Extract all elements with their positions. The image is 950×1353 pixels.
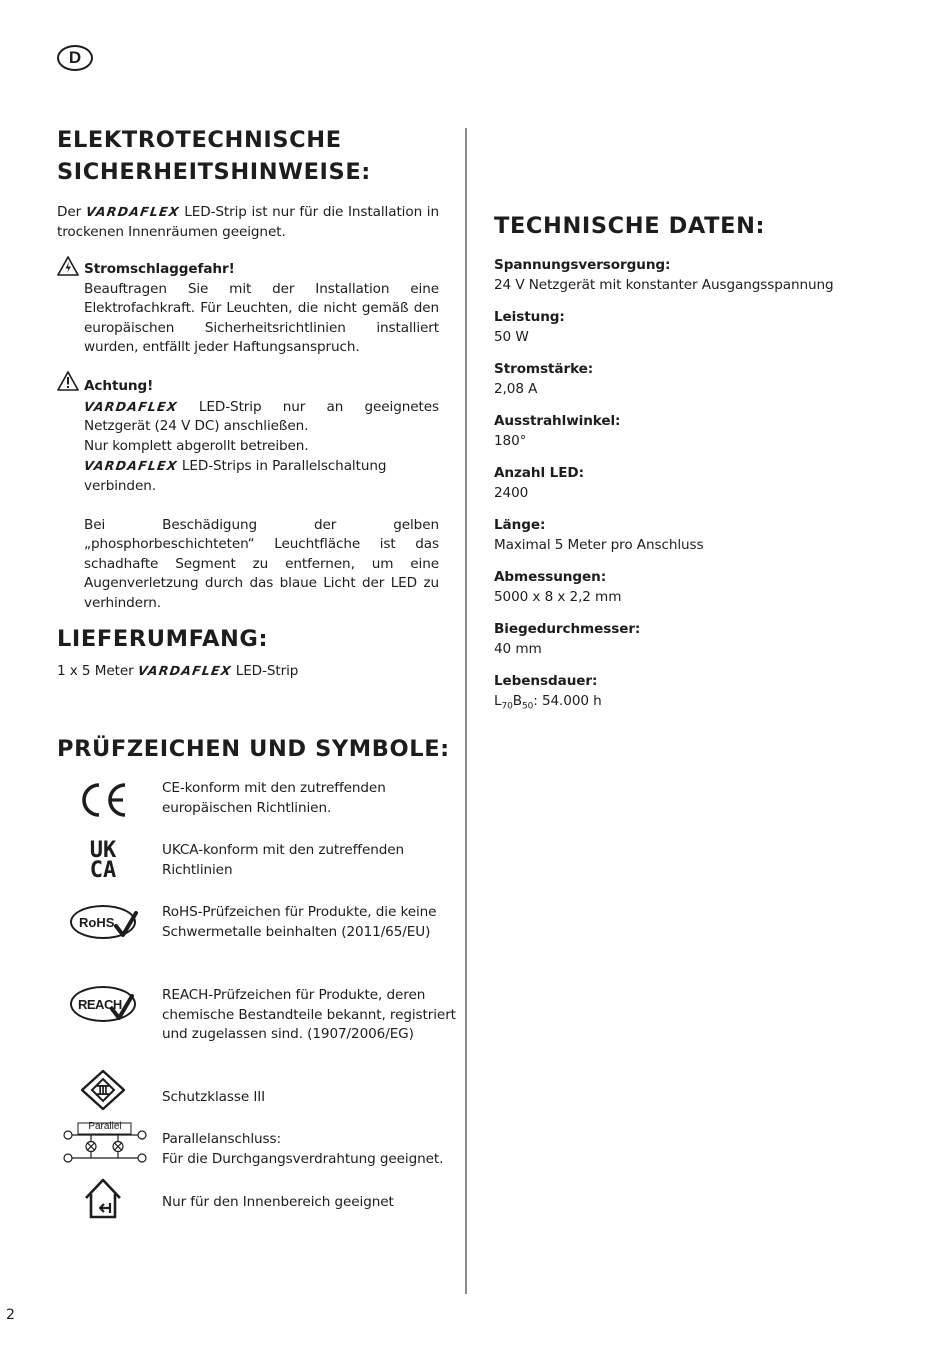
scope-title: LIEFERUMFANG: <box>57 626 269 652</box>
rohs-mark-icon <box>57 905 149 939</box>
spec-dimensions <box>494 568 914 607</box>
safety-title-line1: ELEKTROTECHNISCHE <box>57 127 342 153</box>
language-badge: D <box>57 45 93 71</box>
shock-warning-text: Beauftragen Sie mit der Installation eine Elektrofachkraft. Für Leuchten, die nicht gemäß den europäischen Sicherheitsrichtlinien installiert wurden, entfällt jeder Haftungsanspruch. <box>84 280 439 355</box>
spec-lifetime <box>494 672 914 717</box>
attention-block <box>84 377 439 613</box>
attention-line2: Nur komplett abgerollt betreiben. <box>84 437 309 454</box>
spec-value: 5000 x 8 x 2,2 mm <box>494 588 622 605</box>
safety-section <box>57 124 439 188</box>
intro-post-text: LED-Strip ist nur für die Installation in trockenen Innenräumen geeignet. <box>57 204 440 240</box>
lifetime-B: B <box>512 692 522 709</box>
ukca-line2: CA <box>89 858 117 883</box>
intro-pre-text: Der <box>57 204 82 220</box>
shock-warning-title: Stromschlaggefahr! <box>84 261 235 277</box>
shock-warning-block <box>84 260 439 358</box>
warning-triangle-icon <box>57 371 79 395</box>
spec-value: 24 V Netzgerät mit konstanter Ausgangsspannung <box>494 276 834 293</box>
spec-value <box>494 692 914 717</box>
lifetime-L-sub: 70 <box>501 701 513 712</box>
safety-title-line2: SICHERHEITSHINWEISE: <box>57 159 371 185</box>
lifetime-B-sub: 50 <box>521 701 534 712</box>
spec-label: Anzahl LED: <box>494 465 584 481</box>
spec-value: 2400 <box>494 484 529 501</box>
spec-bend-diameter <box>494 620 914 659</box>
spec-label: Stromstärke: <box>494 361 594 377</box>
spec-value: 50 W <box>494 328 529 345</box>
indoor-use-icon <box>57 1177 149 1219</box>
spec-label: Abmessungen: <box>494 569 607 585</box>
parallel-connection-icon <box>61 1121 149 1167</box>
reach-description: REACH-Prüfzeichen für Produkte, deren chemische Bestandteile bekannt, registriert und zugelassen sind. (1907/2006/EG) <box>162 987 456 1042</box>
attention-line3-text: LED-Strips in Parallelschaltung verbinden. <box>84 458 387 494</box>
spec-label: Biegedurchmesser: <box>494 621 641 637</box>
ukca-mark-icon <box>57 838 149 883</box>
parallel-description <box>162 1130 462 1169</box>
damage-text: Bei Beschädigung der gelben „phosphorbeschichteten“ Leuchtfläche ist das schadhafte Segment zu entfernen, um eine Augenverletzung durch das blaue Licht der LED zu verhindern. <box>84 516 439 611</box>
protection-class-3-icon <box>57 1069 149 1111</box>
brand-logo: VARDAFLEX <box>136 663 233 678</box>
ukca-description: UKCA-konform mit den zutreffenden Richtlinien <box>162 842 405 878</box>
spec-label: Leistung: <box>494 309 565 325</box>
page-number: 2 <box>6 1307 15 1323</box>
spec-length <box>494 516 914 555</box>
attention-line1 <box>84 397 439 437</box>
attention-line1-text: LED-Strip nur an geeignetes Netzgerät (24 V DC) anschließen. <box>84 398 439 434</box>
parallel-description-line1: Parallelanschluss: <box>162 1131 281 1147</box>
spec-power <box>494 308 914 347</box>
spec-value: 2,08 A <box>494 380 538 397</box>
ce-description: CE-konform mit den zutreffenden europäischen Richtlinien. <box>162 780 386 816</box>
spec-label: Spannungsversorgung: <box>494 257 671 273</box>
spec-led-count <box>494 464 914 503</box>
reach-label: REACH <box>78 996 122 1012</box>
scope-item-pre: 1 x 5 Meter <box>57 663 134 679</box>
brand-logo: VARDAFLEX <box>82 458 179 473</box>
ukca-line1: UK <box>89 838 117 863</box>
ce-mark-icon <box>57 779 149 821</box>
safety-intro <box>57 202 439 242</box>
brand-logo: VARDAFLEX <box>84 204 181 219</box>
rohs-label: RoHS <box>79 914 115 930</box>
parallel-description-line2: Für die Durchgangsverdrahtung geeignet. <box>162 1150 444 1167</box>
parallel-label: Parallel <box>88 1121 122 1132</box>
spec-value: 180° <box>494 432 527 449</box>
indoor-description: Nur für den Innenbereich geeignet <box>162 1194 394 1210</box>
warning-triangle-electric-icon <box>57 256 79 280</box>
spec-beam-angle <box>494 412 914 451</box>
brand-logo: VARDAFLEX <box>82 398 179 414</box>
spec-label: Lebensdauer: <box>494 673 598 689</box>
spec-voltage <box>494 256 914 295</box>
attention-line3 <box>84 456 439 496</box>
spec-current <box>494 360 914 399</box>
lifetime-L: L <box>494 692 502 709</box>
reach-mark-icon <box>57 986 149 1022</box>
lifetime-hours: : 54.000 h <box>533 692 602 709</box>
scope-item <box>57 661 439 682</box>
rohs-description: RoHS-Prüfzeichen für Produkte, die keine Schwermetalle beinhalten (2011/65/EU) <box>162 904 437 940</box>
attention-title: Achtung! <box>84 378 154 394</box>
spec-value: 40 mm <box>494 640 542 657</box>
column-divider <box>465 128 467 1294</box>
spec-label: Länge: <box>494 517 546 533</box>
tech-title: TECHNISCHE DATEN: <box>494 213 766 239</box>
symbols-title: PRÜFZEICHEN UND SYMBOLE: <box>57 736 450 762</box>
spec-value: Maximal 5 Meter pro Anschluss <box>494 536 704 553</box>
tech-specs <box>494 256 914 730</box>
scope-item-post: LED-Strip <box>235 663 299 679</box>
protection-class-description: Schutzklasse III <box>162 1089 266 1105</box>
spec-label: Ausstrahlwinkel: <box>494 413 621 429</box>
